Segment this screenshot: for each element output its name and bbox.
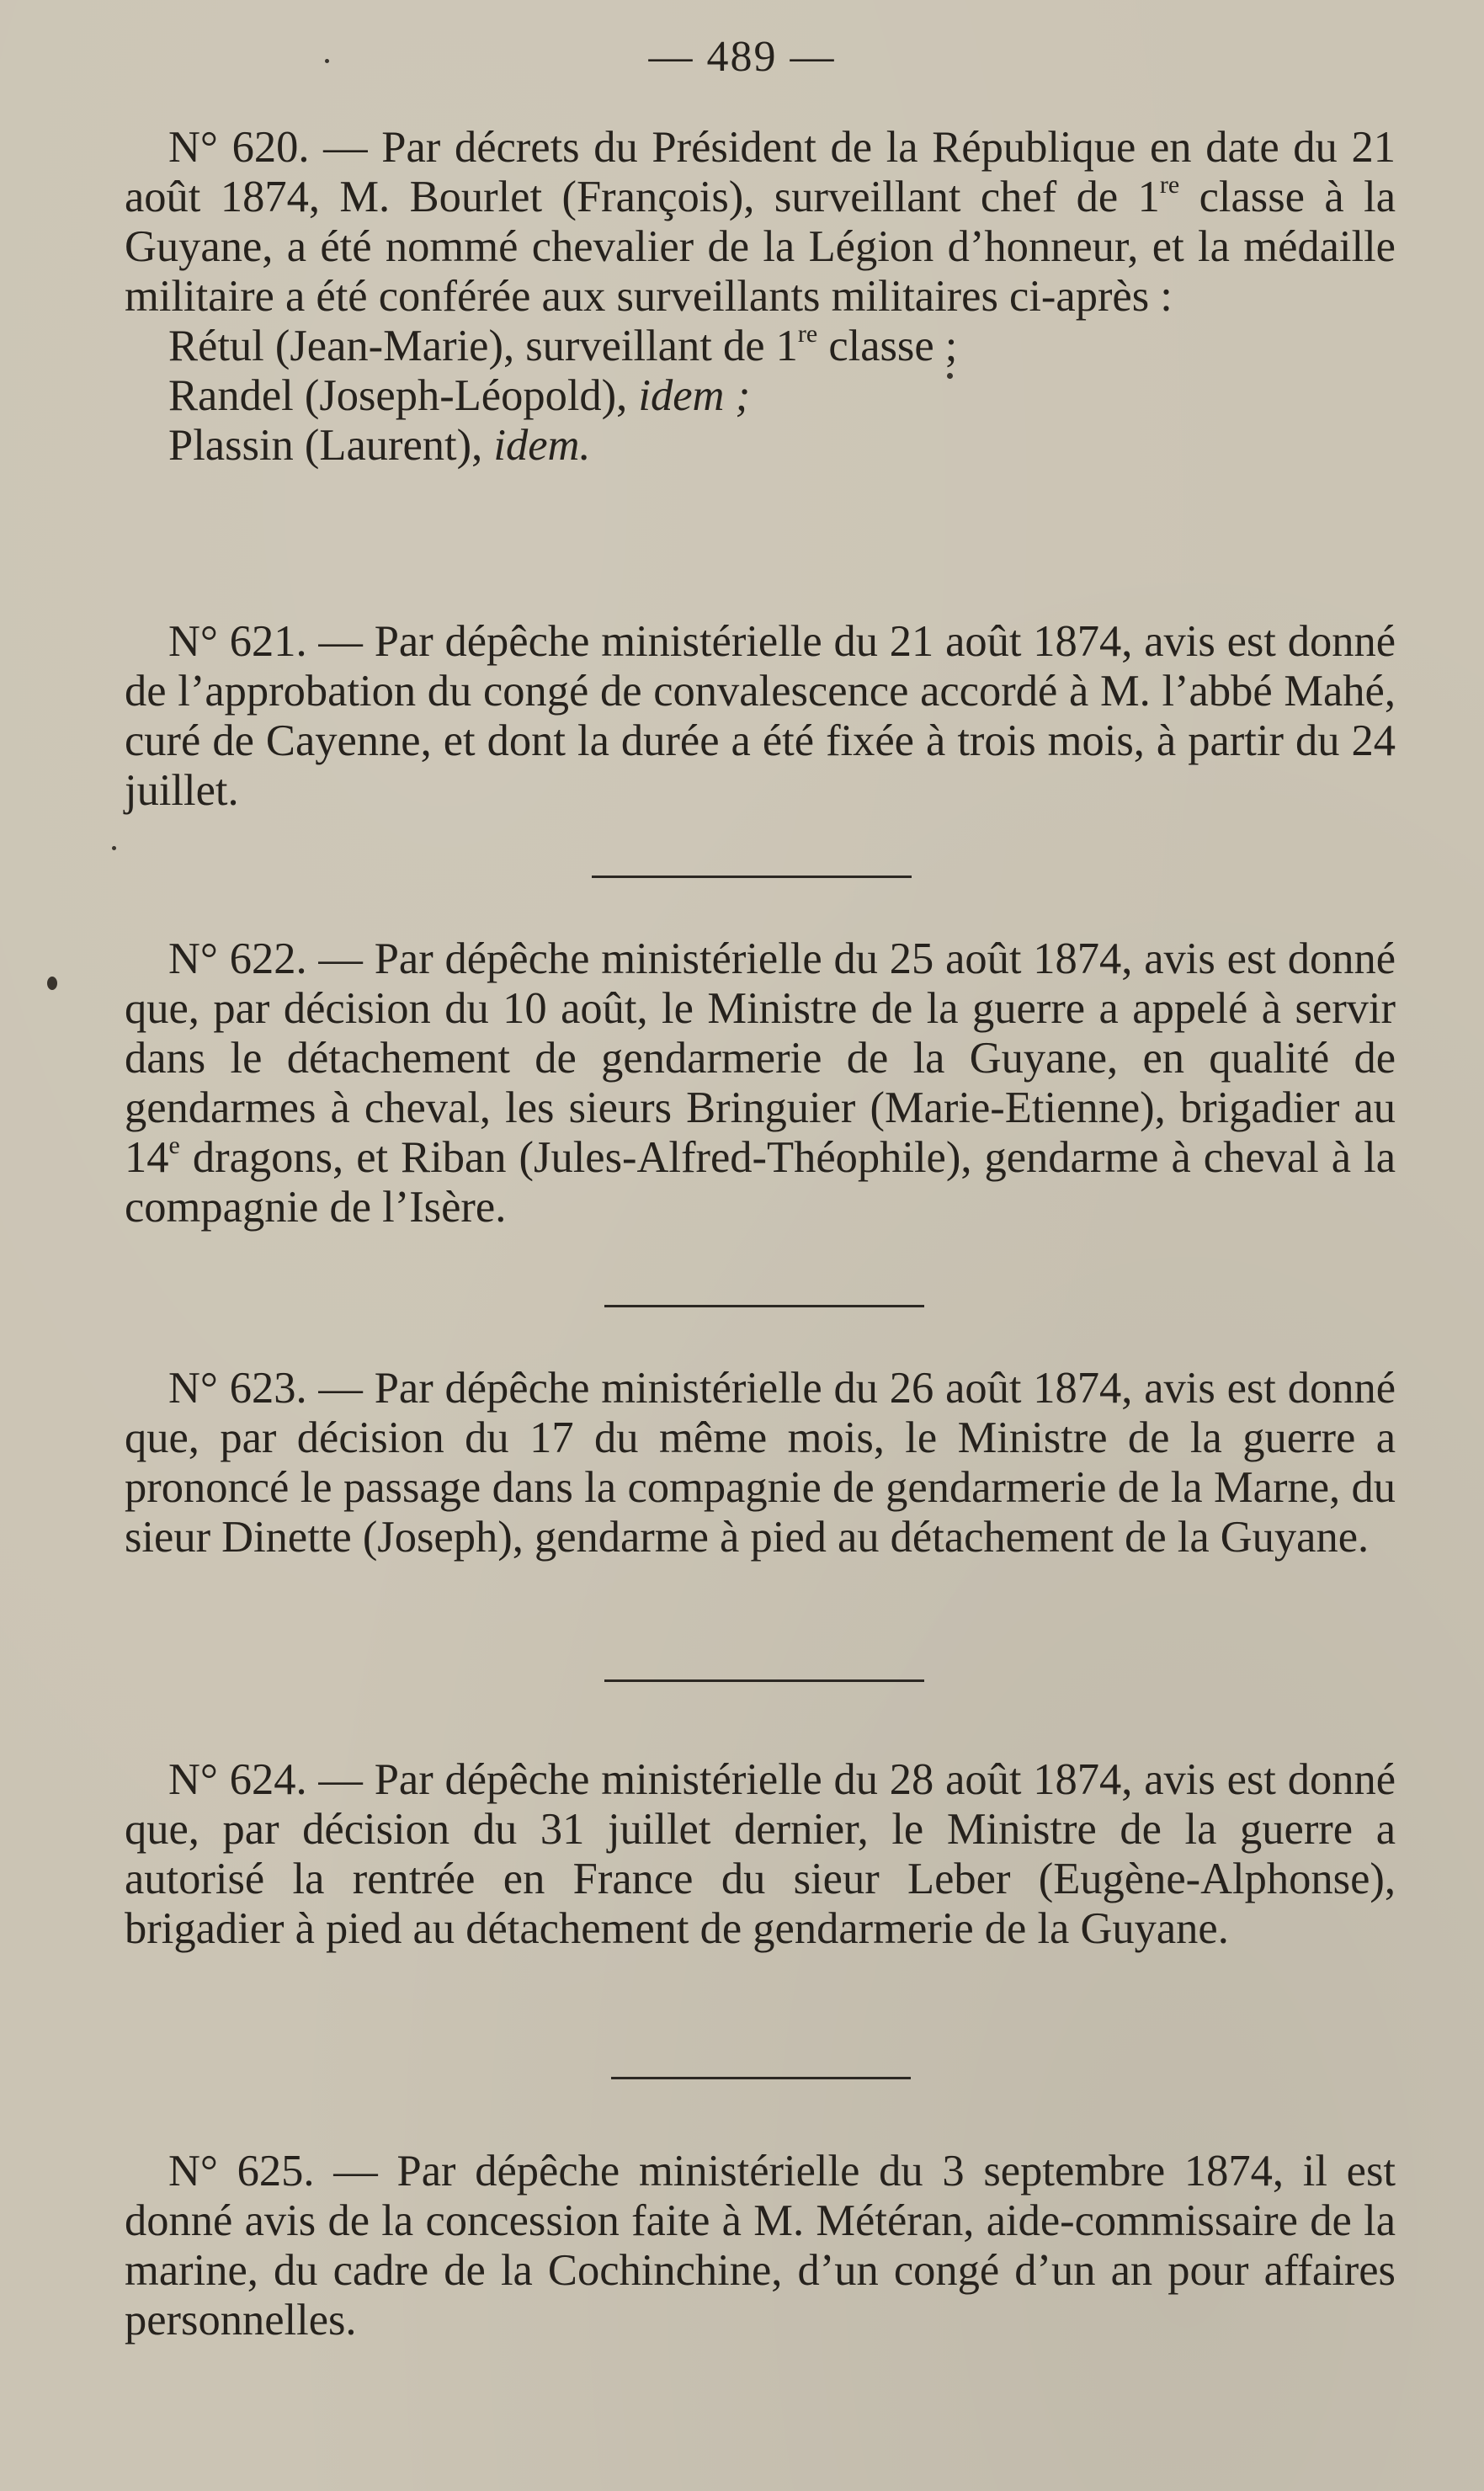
entry-620-text-part-1: — Par décrets du Président de la République en date du 21 août 1874, M. Bourlet (François), surveillant chef de <box>125 123 1396 221</box>
entry-624-number: N° 624. <box>168 1755 307 1804</box>
entry-620-text-part-2: 1 <box>1137 173 1160 221</box>
page-number: — 489 — <box>648 33 836 81</box>
entry-623 <box>125 1364 1396 1562</box>
entry-622-paragraph <box>125 934 1396 1232</box>
entry-624-paragraph <box>125 1755 1396 1954</box>
section-divider <box>592 876 912 878</box>
list-item-superscript: re <box>797 320 818 348</box>
paper-speck <box>947 373 953 379</box>
entry-625-paragraph <box>125 2147 1396 2345</box>
entry-623-number: N° 623. <box>168 1364 307 1413</box>
list-item-text: Plassin (Laurent), <box>168 421 483 470</box>
entry-620-paragraph <box>125 123 1396 322</box>
section-divider <box>604 1679 924 1682</box>
entry-620-superscript: re <box>1159 171 1180 199</box>
entry-625 <box>125 2147 1396 2345</box>
section-divider <box>611 2077 911 2079</box>
entry-625-number: N° 625. <box>168 2147 315 2196</box>
entry-620 <box>125 123 1396 471</box>
entry-623-text: — Par dépêche ministérielle du 26 août 1874, avis est donné que, par décision du 17 du même mois, le Ministre de la guerre a prononcé le passage dans la compagnie de gendarmerie de la Marne, du sieur Dinette (Joseph), gendarme à pied au détachement de la Guyane. <box>125 1364 1396 1562</box>
list-item-text: Randel (Joseph-Léopold), <box>168 371 628 420</box>
entry-623-paragraph <box>125 1364 1396 1562</box>
entry-621 <box>125 617 1396 816</box>
paper-speck <box>112 846 116 850</box>
entry-624-text: — Par dépêche ministérielle du 28 août 1874, avis est donné que, par décision du 31 juillet dernier, le Ministre de la guerre a autorisé la rentrée en France du sieur Leber (Eugène-Alphonse), brigadier à pied au détachement de gendarmerie de la Guyane. <box>125 1755 1396 1953</box>
list-item-text: Rétul (Jean-Marie), surveillant de 1 <box>168 322 798 370</box>
entry-625-text: — Par dépêche ministérielle du 3 septembre 1874, il est donné avis de la concession faite à M. Météran, aide-commissaire de la marine, du cadre de la Cochinchine, d’un congé d’un an pour affaires personnelles. <box>125 2147 1396 2345</box>
entry-621-text: — Par dépêche ministérielle du 21 août 1874, avis est donné de l’approbation du congé de convalescence accordé à M. l’abbé Mahé, curé de Cayenne, et dont la durée a été fixée à trois mois, à partir du 24 juillet. <box>125 617 1396 815</box>
entry-624 <box>125 1755 1396 1954</box>
entry-622-number: N° 622. <box>168 934 307 983</box>
entry-621-number: N° 621. <box>168 617 307 666</box>
paper-speck <box>47 977 57 990</box>
section-divider <box>604 1305 924 1307</box>
entry-622 <box>125 934 1396 1232</box>
list-item-italic: idem ; <box>638 371 751 420</box>
entry-622-text-after: dragons, et Riban (Jules-Alfred-Théophile), gendarme à cheval à la compagnie de l’Isère. <box>125 1133 1396 1232</box>
paper-speck <box>325 59 329 63</box>
entry-620-number: N° 620. <box>168 123 310 172</box>
entry-622-superscript: e <box>168 1131 180 1159</box>
list-item-italic: idem. <box>493 421 591 470</box>
list-item <box>125 371 1396 421</box>
entry-622-text-before: — Par dépêche ministérielle du 25 août 1874, avis est donné que, par décision du 10 août, le Ministre de la guerre a appelé à servir dans le détachement de gendarmerie de la Guyane, en qualité de gendarmes à cheval, les sieurs Bringuier (Marie-Etienne), brigadier au 14 <box>125 934 1396 1182</box>
entry-620-text-part-3: classe à la Guyane, a été nommé chevalier de la Légion d’honneur, et la médaille militaire a été conférée aux surveillants militaires ci-après : <box>125 173 1396 321</box>
list-item <box>125 322 1396 371</box>
entry-621-paragraph <box>125 617 1396 816</box>
list-item <box>125 421 1396 471</box>
list-item-rest: classe ; <box>817 322 958 370</box>
